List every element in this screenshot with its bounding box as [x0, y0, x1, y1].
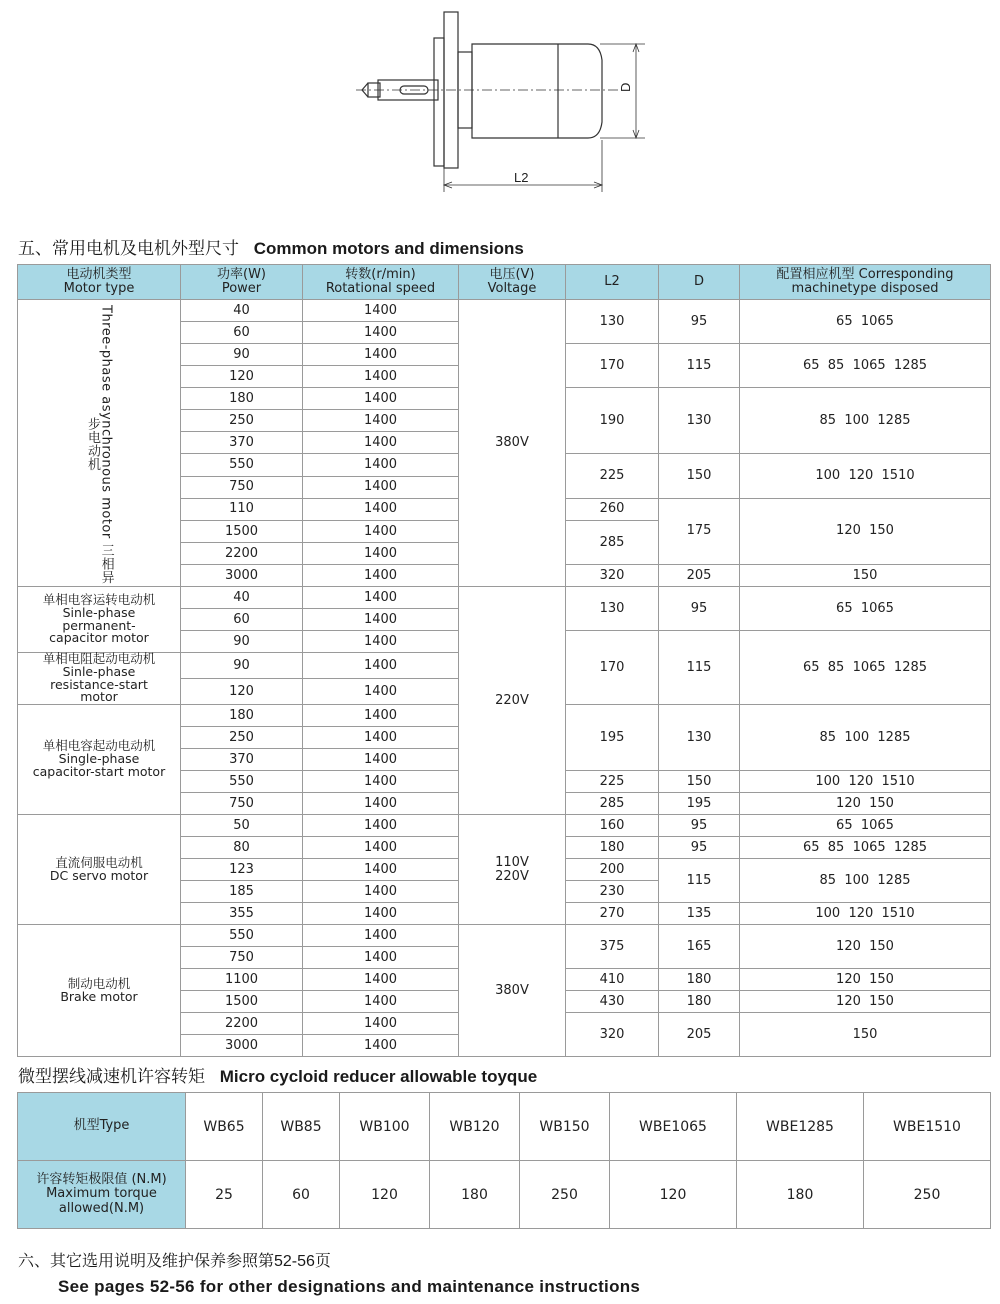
- table-row: [18, 587, 991, 609]
- speed-cell: 1400: [303, 969, 459, 991]
- speed-cell: 1400: [303, 653, 459, 679]
- footer-cn: 六、其它选用说明及维护保养参照第52-56页: [18, 1253, 331, 1270]
- l2-cell: 430: [566, 991, 659, 1013]
- speed-cell: 1400: [303, 859, 459, 881]
- speed-cell: 1400: [303, 432, 459, 454]
- model-cell: WB100: [340, 1093, 430, 1161]
- d-cell: 115: [659, 631, 740, 705]
- d-label: D: [618, 82, 633, 92]
- speed-cell: 1400: [303, 705, 459, 727]
- power-cell: 1500: [181, 991, 303, 1013]
- speed-cell: 1400: [303, 322, 459, 344]
- table-row: [18, 300, 991, 322]
- speed-cell: 1400: [303, 300, 459, 322]
- power-cell: 250: [181, 410, 303, 432]
- voltage-cell: 220V: [459, 587, 566, 815]
- power-cell: 90: [181, 631, 303, 653]
- torque-value-cell: 25: [186, 1161, 263, 1229]
- footer-note: [18, 1248, 640, 1297]
- machine-cell: 65 85 1065 1285: [740, 837, 991, 859]
- power-cell: 110: [181, 498, 303, 520]
- machine-cell: 65 85 1065 1285: [740, 631, 991, 705]
- d-cell: 130: [659, 705, 740, 771]
- d-cell: 135: [659, 903, 740, 925]
- power-cell: 3000: [181, 565, 303, 587]
- col-header-machine: 配置相应机型 Corresponding machinetype disposed: [740, 265, 991, 300]
- machine-cell: 85 100 1285: [740, 705, 991, 771]
- speed-cell: 1400: [303, 476, 459, 498]
- l2-cell: 160: [566, 815, 659, 837]
- d-cell: 165: [659, 925, 740, 969]
- motor-type-label: 直流伺服电动机 DC servo motor: [49, 854, 149, 883]
- power-cell: 1100: [181, 969, 303, 991]
- voltage-cell: 380V: [459, 925, 566, 1057]
- speed-cell: 1400: [303, 410, 459, 432]
- power-cell: 2200: [181, 543, 303, 565]
- machine-cell: 100 120 1510: [740, 771, 991, 793]
- motor-type-label: Three-phase asynchronous motor 三相异步电动机: [85, 304, 114, 584]
- torque-value-row: [18, 1161, 991, 1229]
- machine-cell: 120 150: [740, 969, 991, 991]
- speed-cell: 1400: [303, 498, 459, 520]
- l2-cell: 320: [566, 565, 659, 587]
- voltage-cell: 380V: [459, 300, 566, 587]
- d-cell: 95: [659, 300, 740, 344]
- power-cell: 120: [181, 366, 303, 388]
- speed-cell: 1400: [303, 679, 459, 705]
- model-cell: WB150: [520, 1093, 610, 1161]
- machine-cell: 85 100 1285: [740, 388, 991, 454]
- table-row: [18, 815, 991, 837]
- speed-cell: 1400: [303, 793, 459, 815]
- motor-type-label: 单相电容运转电动机 Sinle-phase permanent- capacitor motor: [42, 592, 156, 646]
- speed-cell: 1400: [303, 903, 459, 925]
- speed-cell: 1400: [303, 587, 459, 609]
- power-cell: 90: [181, 344, 303, 366]
- l2-cell: 130: [566, 300, 659, 344]
- speed-cell: 1400: [303, 749, 459, 771]
- heading-en: Common motors and dimensions: [253, 239, 524, 258]
- speed-cell: 1400: [303, 565, 459, 587]
- d-cell: 150: [659, 771, 740, 793]
- machine-cell: 120 150: [740, 991, 991, 1013]
- d-cell: 115: [659, 344, 740, 388]
- section-heading-torque: [18, 1062, 537, 1087]
- col-header-motor-type: 电动机类型 Motor type: [18, 265, 181, 300]
- d-cell: 175: [659, 498, 740, 564]
- l2-cell: 270: [566, 903, 659, 925]
- power-cell: 60: [181, 609, 303, 631]
- col-header-voltage: 电压(V) Voltage: [459, 265, 566, 300]
- type-label: 机型Type: [18, 1093, 186, 1161]
- speed-cell: 1400: [303, 815, 459, 837]
- power-cell: 40: [181, 300, 303, 322]
- torque-value-cell: 250: [520, 1161, 610, 1229]
- motor-type-cell: [18, 815, 181, 925]
- speed-cell: 1400: [303, 454, 459, 476]
- d-cell: 95: [659, 837, 740, 859]
- motors-dimensions-table: [17, 264, 991, 1057]
- torque-value-cell: 180: [737, 1161, 864, 1229]
- speed-cell: 1400: [303, 1035, 459, 1057]
- l2-cell: 190: [566, 388, 659, 454]
- motor-type-cell: [18, 587, 181, 653]
- motor-type-cell: [18, 300, 181, 587]
- motor-type-label: 制动电动机 Brake motor: [60, 975, 138, 1004]
- speed-cell: 1400: [303, 947, 459, 969]
- d-cell: 150: [659, 454, 740, 498]
- power-cell: 550: [181, 771, 303, 793]
- torque-value-cell: 180: [430, 1161, 520, 1229]
- l2-cell: 170: [566, 631, 659, 705]
- power-cell: 90: [181, 653, 303, 679]
- torque-value-cell: 120: [610, 1161, 737, 1229]
- power-cell: 1500: [181, 520, 303, 542]
- motor-type-cell: [18, 653, 181, 705]
- torque-model-row: [18, 1093, 991, 1161]
- model-cell: WBE1065: [610, 1093, 737, 1161]
- speed-cell: 1400: [303, 520, 459, 542]
- speed-cell: 1400: [303, 881, 459, 903]
- machine-cell: 65 1065: [740, 300, 991, 344]
- l2-cell: 260: [566, 498, 659, 520]
- l2-cell: 225: [566, 771, 659, 793]
- power-cell: 180: [181, 705, 303, 727]
- machine-cell: 65 1065: [740, 815, 991, 837]
- power-cell: 250: [181, 727, 303, 749]
- power-cell: 355: [181, 903, 303, 925]
- machine-cell: 100 120 1510: [740, 903, 991, 925]
- col-header-power: 功率(W) Power: [181, 265, 303, 300]
- power-cell: 550: [181, 454, 303, 476]
- l2-cell: 230: [566, 881, 659, 903]
- speed-cell: 1400: [303, 344, 459, 366]
- model-cell: WB85: [263, 1093, 340, 1161]
- speed-cell: 1400: [303, 925, 459, 947]
- footer-en: See pages 52-56 for other designations and maintenance instructions: [58, 1277, 641, 1296]
- machine-cell: 120 150: [740, 793, 991, 815]
- table-header-row: [18, 265, 991, 300]
- d-cell: 180: [659, 969, 740, 991]
- torque-value-cell: 250: [864, 1161, 991, 1229]
- machine-cell: 150: [740, 1013, 991, 1057]
- l2-cell: 375: [566, 925, 659, 969]
- l2-cell: 285: [566, 793, 659, 815]
- d-cell: 115: [659, 859, 740, 903]
- torque-value-cell: 60: [263, 1161, 340, 1229]
- power-cell: 550: [181, 925, 303, 947]
- speed-cell: 1400: [303, 837, 459, 859]
- d-cell: 95: [659, 587, 740, 631]
- voltage-cell: 110V 220V: [459, 815, 566, 925]
- l2-cell: 200: [566, 859, 659, 881]
- heading-cn: 微型摆线减速机许容转矩: [18, 1067, 205, 1086]
- heading-cn: 五、常用电机及电机外型尺寸: [18, 239, 239, 258]
- col-header-d: D: [659, 265, 740, 300]
- motor-type-label: 单相电阻起动电动机 Sinle-phase resistance-start motor: [42, 651, 156, 705]
- power-cell: 60: [181, 322, 303, 344]
- power-cell: 50: [181, 815, 303, 837]
- model-cell: WBE1510: [864, 1093, 991, 1161]
- machine-cell: 100 120 1510: [740, 454, 991, 498]
- power-cell: 2200: [181, 1013, 303, 1035]
- speed-cell: 1400: [303, 631, 459, 653]
- d-cell: 205: [659, 1013, 740, 1057]
- section-heading-motors: [18, 234, 524, 259]
- d-cell: 195: [659, 793, 740, 815]
- table-row: [18, 925, 991, 947]
- speed-cell: 1400: [303, 388, 459, 410]
- torque-value-cell: 120: [340, 1161, 430, 1229]
- power-cell: 370: [181, 432, 303, 454]
- machine-cell: 65 1065: [740, 587, 991, 631]
- l2-label: L2: [514, 170, 529, 185]
- l2-cell: 225: [566, 454, 659, 498]
- machine-cell: 85 100 1285: [740, 859, 991, 903]
- d-cell: 205: [659, 565, 740, 587]
- machine-cell: 120 150: [740, 498, 991, 564]
- machine-cell: 150: [740, 565, 991, 587]
- machine-cell: 65 85 1065 1285: [740, 344, 991, 388]
- power-cell: 3000: [181, 1035, 303, 1057]
- col-header-speed: 转数(r/min) Rotational speed: [303, 265, 459, 300]
- motor-type-label: 单相电容起动电动机 Single-phase capacitor-start motor: [32, 738, 166, 779]
- power-cell: 185: [181, 881, 303, 903]
- l2-cell: 195: [566, 705, 659, 771]
- model-cell: WBE1285: [737, 1093, 864, 1161]
- l2-cell: 180: [566, 837, 659, 859]
- power-cell: 180: [181, 388, 303, 410]
- l2-cell: 170: [566, 344, 659, 388]
- power-cell: 40: [181, 587, 303, 609]
- model-cell: WB120: [430, 1093, 520, 1161]
- l2-cell: 410: [566, 969, 659, 991]
- torque-table: [17, 1092, 991, 1229]
- power-cell: 123: [181, 859, 303, 881]
- l2-cell: 285: [566, 520, 659, 564]
- motor-type-cell: [18, 705, 181, 815]
- speed-cell: 1400: [303, 543, 459, 565]
- speed-cell: 1400: [303, 771, 459, 793]
- speed-cell: 1400: [303, 727, 459, 749]
- machine-cell: 120 150: [740, 925, 991, 969]
- col-header-l2: L2: [566, 265, 659, 300]
- motor-dimension-drawing: [0, 0, 1000, 200]
- d-cell: 130: [659, 388, 740, 454]
- power-cell: 120: [181, 679, 303, 705]
- speed-cell: 1400: [303, 991, 459, 1013]
- speed-cell: 1400: [303, 1013, 459, 1035]
- power-cell: 750: [181, 793, 303, 815]
- power-cell: 370: [181, 749, 303, 771]
- power-cell: 750: [181, 947, 303, 969]
- speed-cell: 1400: [303, 366, 459, 388]
- d-cell: 180: [659, 991, 740, 1013]
- model-cell: WB65: [186, 1093, 263, 1161]
- speed-cell: 1400: [303, 609, 459, 631]
- power-cell: 750: [181, 476, 303, 498]
- l2-cell: 130: [566, 587, 659, 631]
- power-cell: 80: [181, 837, 303, 859]
- torque-label: 许容转矩极限值 (N.M) Maximum torque allowed(N.M): [18, 1161, 186, 1229]
- heading-en: Micro cycloid reducer allowable toyque: [219, 1067, 538, 1086]
- l2-cell: 320: [566, 1013, 659, 1057]
- motor-type-cell: [18, 925, 181, 1057]
- d-cell: 95: [659, 815, 740, 837]
